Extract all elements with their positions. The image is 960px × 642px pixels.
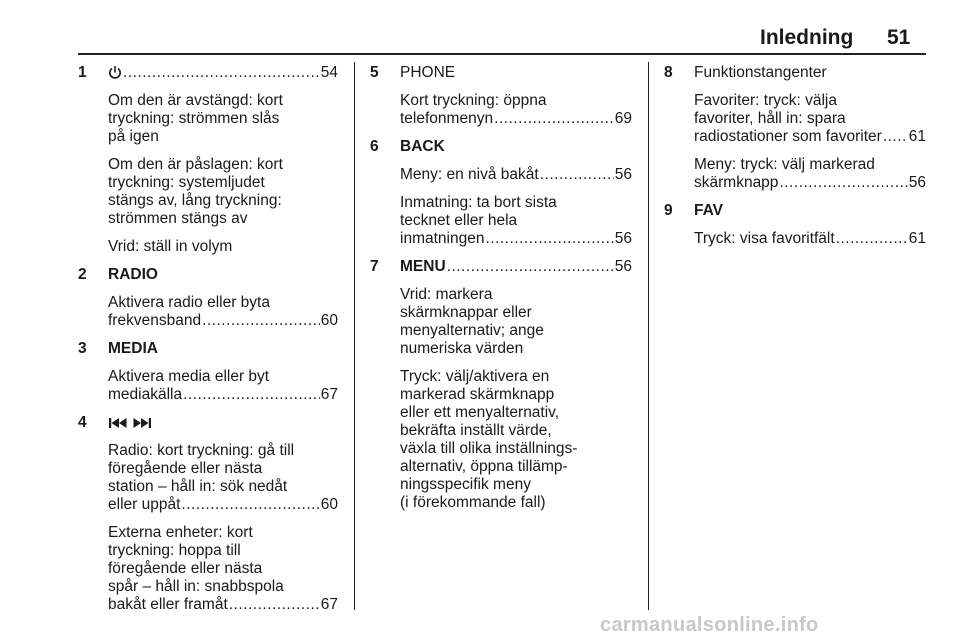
entry-1	[78, 64, 338, 256]
text-line: station – håll in: sök nedåt	[108, 478, 288, 495]
text-line: bakåt eller framåt	[108, 596, 228, 613]
text-line: Tryck: välj/aktivera en	[400, 368, 550, 385]
page-ref: 56	[908, 174, 926, 191]
text-line: tryckning: hoppa till	[108, 542, 241, 559]
text-line: Meny: tryck: välj markerad	[694, 156, 875, 173]
text-line: markerad skärmknapp	[400, 386, 555, 403]
text-line: Vrid: ställ in volym	[108, 238, 233, 255]
entry-8	[664, 64, 926, 192]
text-line: (i förekommande fall)	[400, 494, 546, 511]
text-line: frekvensband	[108, 312, 202, 329]
text-line: Inmatning: ta bort sista	[400, 194, 557, 211]
page-ref: 67	[320, 596, 338, 613]
entry-label: Funktionstangenter	[694, 64, 827, 81]
text-line: tryckning: systemljudet	[108, 174, 265, 191]
entry-number: 1	[78, 64, 87, 81]
text-line: mediakälla	[108, 386, 183, 403]
page-ref: 61	[908, 230, 926, 247]
text-line: telefonmenyn	[400, 110, 494, 127]
entry-label: FAV	[694, 202, 723, 219]
entry-label: BACK	[400, 138, 445, 155]
header-rule	[78, 53, 926, 55]
text-line: skärmknapp	[694, 174, 779, 191]
entry-6	[370, 138, 632, 248]
text-line: Tryck: visa favoritfält	[694, 230, 835, 247]
column-3	[664, 64, 926, 258]
text-line: tryckning: strömmen slås	[108, 110, 280, 127]
text-line: tecknet eller hela	[400, 212, 518, 229]
entry-number: 5	[370, 64, 379, 81]
entry-label: MENU	[400, 258, 446, 275]
entry-number: 3	[78, 340, 87, 357]
entry-2	[78, 266, 338, 330]
skip-back-icon	[108, 414, 128, 431]
page-ref: 60	[320, 312, 338, 329]
text-line: eller uppåt	[108, 496, 181, 513]
entry-4	[78, 414, 338, 614]
entry-7	[370, 258, 632, 512]
text-line: Meny: en nivå bakåt	[400, 166, 539, 183]
page-header-title: Inledning	[760, 26, 854, 49]
text-line: spår – håll in: snabbspola	[108, 578, 284, 595]
page-ref: 56	[614, 230, 632, 247]
text-line: Kort tryckning: öppna	[400, 92, 547, 109]
entry-number: 7	[370, 258, 379, 275]
entry-number: 2	[78, 266, 87, 283]
text-line: menyalternativ; ange	[400, 322, 544, 339]
entry-label: RADIO	[108, 266, 158, 283]
text-line: strömmen stängs av	[108, 210, 248, 227]
entry-3	[78, 340, 338, 404]
page-ref: 54	[320, 64, 338, 81]
page-ref: 56	[614, 258, 632, 275]
text-line: bekräfta inställt värde,	[400, 422, 552, 439]
text-line: Om den är påslagen: kort	[108, 156, 283, 173]
text-line: Vrid: markera	[400, 286, 493, 303]
column-1	[78, 64, 338, 624]
text-line: föregående eller nästa	[108, 460, 263, 477]
entry-label: PHONE	[400, 64, 456, 81]
text-line: Om den är avstängd: kort	[108, 92, 283, 109]
text-line: Externa enheter: kort	[108, 524, 253, 541]
column-divider-2	[648, 62, 649, 610]
text-line: Favoriter: tryck: välja	[694, 92, 837, 109]
column-2	[370, 64, 632, 522]
power-icon	[108, 64, 122, 82]
text-line: stängs av, lång tryckning:	[108, 192, 282, 209]
entry-number: 4	[78, 414, 87, 431]
page-number: 51	[887, 26, 911, 49]
text-line: numeriska värden	[400, 340, 524, 357]
text-line: Radio: kort tryckning: gå till	[108, 442, 295, 459]
page-ref: 56	[614, 166, 632, 183]
page-ref: 61	[908, 128, 926, 145]
entry-number: 8	[664, 64, 673, 81]
text-line: på igen	[108, 128, 159, 145]
entry-5	[370, 64, 632, 128]
text-line: Aktivera radio eller byta	[108, 294, 270, 311]
watermark: carmanualsonline.info	[600, 614, 819, 636]
page-ref: 60	[320, 496, 338, 513]
entry-number: 6	[370, 138, 379, 155]
page-ref: 67	[320, 386, 338, 403]
page-ref: 69	[614, 110, 632, 127]
text-line: ningsspecifik meny	[400, 476, 531, 493]
skip-forward-icon	[132, 414, 152, 431]
text-line: eller ett menyalternativ,	[400, 404, 560, 421]
entry-9	[664, 202, 926, 248]
text-line: föregående eller nästa	[108, 560, 263, 577]
text-line: radiostationer som favoriter	[694, 128, 882, 145]
text-line: Aktivera media eller byt	[108, 368, 270, 385]
entry-number: 9	[664, 202, 673, 219]
entry-label: MEDIA	[108, 340, 158, 357]
text-line: alternativ, öppna tillämp-	[400, 458, 568, 475]
text-line: skärmknappar eller	[400, 304, 532, 321]
text-line: favoriter, håll in: spara	[694, 110, 846, 127]
text-line: inmatningen	[400, 230, 485, 247]
column-divider-1	[354, 62, 355, 610]
text-line: växla till olika inställnings-	[400, 440, 578, 457]
